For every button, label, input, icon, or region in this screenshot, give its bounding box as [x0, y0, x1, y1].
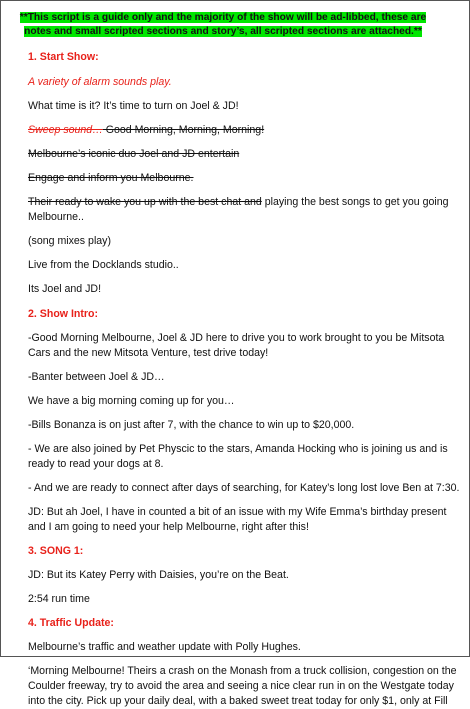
- script-line: JD: But ah Joel, I have in counted a bit of an issue with my Wife Emma’s birthday present: [28, 506, 447, 518]
- struck-line: Engage and inform you Melbourne.: [28, 172, 194, 184]
- struck-text: Good Morning, Morning, Morning!: [102, 124, 265, 136]
- script-line: What time is it? It’s time to turn on Joel & JD!: [28, 100, 239, 112]
- script-line: [28, 195, 458, 210]
- script-line: and I am going to need your help Melbourne, right after this!: [28, 521, 309, 533]
- script-line: - We are also joined by Pet Physcic to the stars, Amanda Hocking who is joining us and is: [28, 443, 448, 455]
- script-line: Its Joel and JD!: [28, 283, 102, 295]
- script-line: Cars and the new Mitsota Venture, test drive today!: [28, 347, 269, 359]
- script-line: Melbourne’s traffic and weather update with Polly Hughes.: [28, 641, 301, 653]
- disclaimer-notice: [6, 11, 440, 39]
- run-time: 2:54 run time: [28, 593, 90, 605]
- script-line: JD: But its Katey Perry with Daisies, you’re on the Beat.: [28, 569, 289, 581]
- script-line: [28, 123, 458, 138]
- script-line: ‘Morning Melbourne! Theirs a crash on the Monash from a truck collision, congestion on the: [28, 665, 457, 677]
- section-heading-show-intro: 2. Show Intro:: [28, 308, 99, 320]
- script-body: [19, 11, 460, 709]
- sound-cue: Sweep sound…: [28, 124, 103, 136]
- line-text: playing the best songs to get you going: [261, 196, 449, 208]
- disclaimer-line-2: notes and small scripted sections and story’s, all scripted sections are attached.**: [24, 26, 422, 37]
- script-line: -Good Morning Melbourne, Joel & JD here to drive you to work brought to you be Mitsota: [28, 332, 445, 344]
- script-line: -Bills Bonanza is on just after 7, with the chance to win up to $20,000.: [28, 419, 355, 431]
- script-line: Coulder freeway, try to avoid the area and seeing a nice clear run in on the Westgate today: [28, 680, 454, 692]
- script-line: Live from the Docklands studio..: [28, 259, 179, 271]
- struck-line: Melbourne’s iconic duo Joel and JD entertain: [28, 148, 240, 160]
- script-line: Melbourne..: [28, 211, 84, 223]
- script-line: We have a big morning coming up for you…: [28, 395, 235, 407]
- section-heading-song: 3. SONG 1:: [28, 545, 84, 557]
- struck-text: Their ready to wake you up with the best chat and: [28, 196, 262, 208]
- script-line: into the city. Pick up your daily deal, with a baked sweet treat today for only $1, only at Fill: [28, 695, 448, 707]
- disclaimer-line-1: **This script is a guide only and the majority of the show will be ad-libbed, these are: [19, 12, 427, 23]
- script-line: - And we are ready to connect after days of searching, for Katey’s long lost love Ben at 7:30.: [28, 482, 460, 494]
- script-line: (song mixes play): [28, 235, 112, 247]
- section-heading-traffic: 4. Traffic Update:: [28, 617, 114, 629]
- script-line: -Banter between Joel & JD…: [28, 371, 165, 383]
- stage-direction: A variety of alarm sounds play.: [28, 76, 172, 88]
- script-line: ready to read your dogs at 8.: [28, 458, 164, 470]
- section-heading-start-show: 1. Start Show:: [28, 51, 99, 63]
